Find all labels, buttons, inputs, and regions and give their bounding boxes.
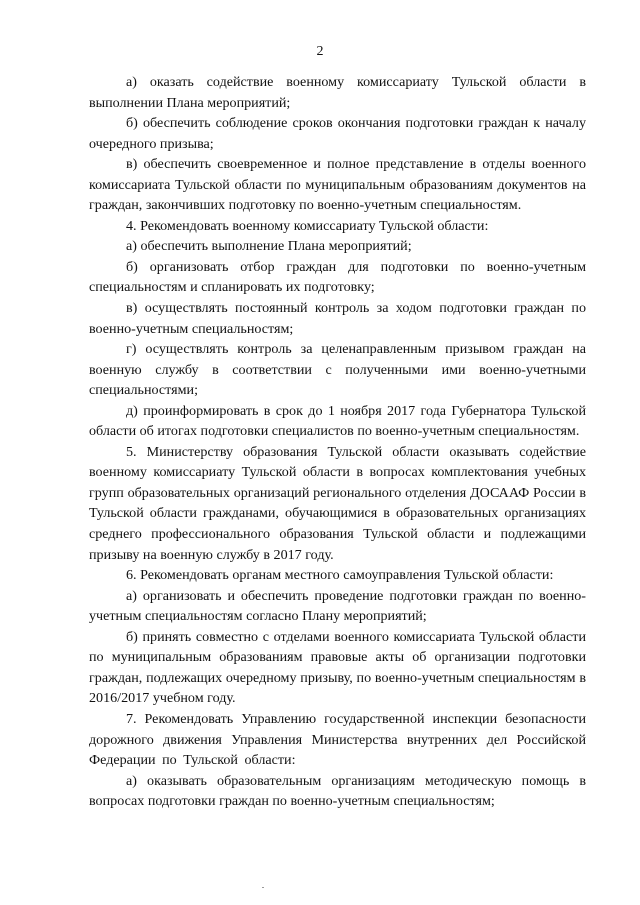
document-body (89, 72, 586, 812)
paragraph-7a: а) оказывать образовательным организациям методическую помощь в вопросах подготовки граждан по военно-учетным специальностям; (89, 772, 586, 810)
paragraph-4: 4. Рекомендовать военному комиссариату Тульской области: (126, 217, 489, 234)
paragraph-4g: г) осуществлять контроль за целенаправленным призывом граждан на военную службу в соответствии с полученными ими военно-учетными специальностями; (89, 341, 586, 399)
paragraph-6a: а) организовать и обеспечить проведение подготовки граждан по военно-учетным специальностям согласно Плану мероприятий; (89, 587, 586, 625)
paragraph-7: 7. Рекомендовать Управлению государственной инспекции безопасности дорожного движения Управления Министерства внутренних дел Российской Федерации по Тульской области: (89, 710, 586, 769)
paragraph-5: 5. Министерству образования Тульской области оказывать содействие военному комиссариату Тульской области в вопросах комплектования учебных групп образовательных организаций регионального отделения ДОСААФ России в Тульской области гражданами, обучающимися в образовательных организациях среднего профессионального образования Тульской области и подлежащими призыву на военную службу в 2017 году. (89, 443, 586, 563)
paragraph-4a: а) обеспечить выполнение Плана мероприятий; (126, 238, 412, 255)
paragraph-3v: в) обеспечить своевременное и полное представление в отделы военного комиссариата Тульской области по муниципальным образованиям документов на граждан, закончивших подготовку по военно-учетным специальностям. (89, 156, 586, 214)
paragraph-4v: в) осуществлять постоянный контроль за ходом подготовки граждан по военно-учетным специальностям; (89, 300, 586, 337)
scan-artifact (262, 887, 264, 888)
paragraph-3a: а) оказать содействие военному комиссариату Тульской области в выполнении Плана мероприятий; (89, 74, 586, 111)
paragraph-4d: д) проинформировать в срок до 1 ноября 2017 года Губернатора Тульской области об итогах подготовки специалистов по военно-учетным специальностям. (89, 402, 586, 440)
paragraph-6b: б) принять совместно с отделами военного комиссариата Тульской области по муниципальным образованиям правовые акты об организации подготовки граждан, подлежащих очередному призыву, по военно-учетным специальностям в 2016/2017 учебном году. (89, 628, 586, 707)
page-number: 2 (316, 44, 324, 59)
paragraph-3b: б) обеспечить соблюдение сроков окончания подготовки граждан к началу очередного призыва; (89, 115, 586, 152)
paragraph-4b: б) организовать отбор граждан для подготовки по военно-учетным специальностям и спланировать их подготовку; (89, 258, 586, 296)
paragraph-6: 6. Рекомендовать органам местного самоуправления Тульской области: (126, 567, 554, 584)
